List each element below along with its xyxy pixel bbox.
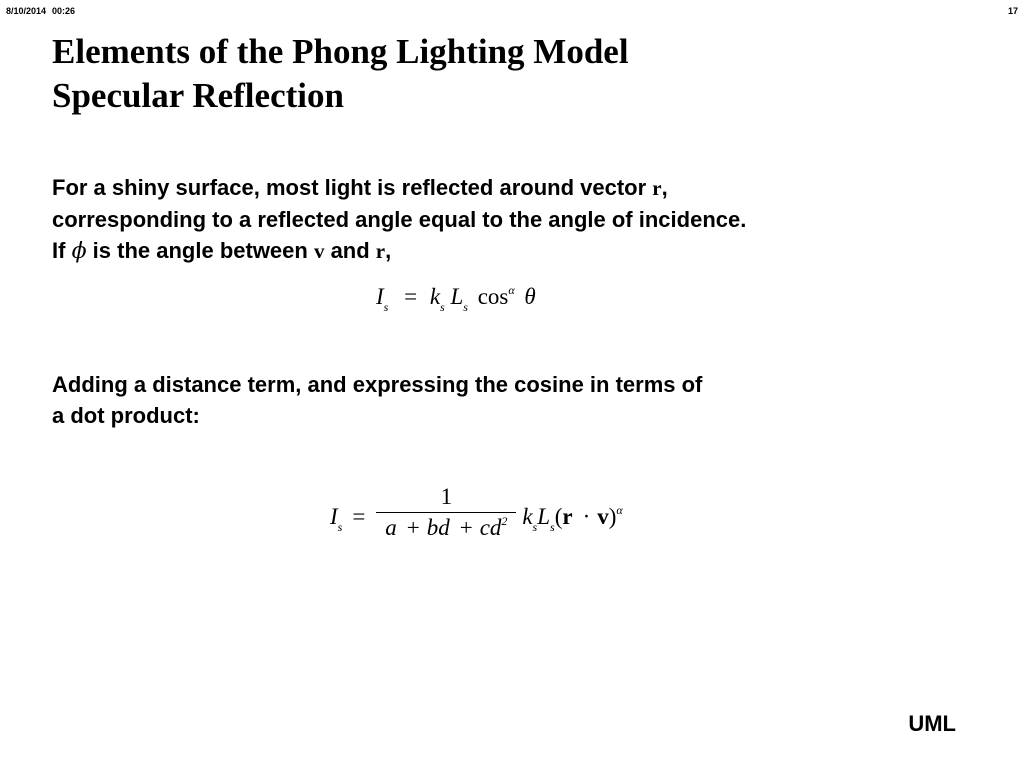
vector-r: r: [652, 176, 662, 200]
eq-close-paren: ): [608, 504, 617, 529]
eq-symbol-k: k: [429, 284, 441, 309]
eq-equals: =: [352, 504, 366, 529]
eq-dot: ·: [582, 504, 591, 529]
page-number: 17: [1007, 6, 1018, 16]
eq-vector-v: v: [597, 504, 609, 529]
footer-label: UML: [908, 711, 956, 736]
eq-subscript: s: [463, 300, 468, 314]
eq-rhs: [522, 503, 623, 534]
eq-numerator: 1: [440, 484, 453, 509]
eq-symbol-k: k: [522, 504, 533, 529]
vector-r: r: [375, 239, 386, 263]
text-run: is the angle between: [86, 238, 314, 263]
header-time: 00:26: [52, 6, 76, 16]
text-run: ,: [661, 175, 668, 200]
eq-exponent-2: 2: [501, 514, 508, 528]
eq-plus: +: [459, 515, 473, 540]
eq-fraction: [376, 484, 516, 544]
eq-subscript: s: [383, 300, 389, 314]
eq-symbol-I: I: [330, 504, 338, 529]
phi-symbol: ϕ: [71, 239, 87, 264]
equation-specular-attenuated: [330, 484, 623, 544]
eq-cos: cos: [477, 284, 509, 309]
eq-symbol-I: I: [376, 284, 384, 309]
paragraph-line: Adding a distance term, and expressing the cosine in terms of: [52, 372, 703, 397]
eq-theta: θ: [524, 284, 536, 309]
eq-symbol-L: L: [537, 504, 551, 529]
text-run: and: [324, 238, 376, 263]
eq-subscript: s: [440, 300, 445, 314]
eq-subscript: s: [337, 520, 343, 534]
eq-subscript: s: [550, 520, 555, 534]
header-date: 8/10/2014: [6, 6, 47, 16]
eq-denominator: [381, 513, 511, 544]
equation-specular: [376, 282, 536, 315]
slide-title-line2: Specular Reflection: [52, 76, 344, 115]
paragraph-distance-term: [52, 369, 702, 431]
vector-v: v: [313, 239, 325, 263]
eq-plus: +: [406, 515, 420, 540]
eq-symbol-cd: cd: [479, 515, 502, 540]
paragraph-line: corresponding to a reflected angle equal to the angle of incidence.: [52, 207, 747, 232]
slide-title: [52, 30, 629, 118]
eq-lhs: [330, 504, 372, 534]
paragraph-line: a dot product:: [52, 403, 200, 428]
paragraph-line: [52, 172, 746, 204]
text-run: If: [52, 238, 72, 263]
eq-vector-r: r: [562, 504, 573, 529]
slide-title-line1: Elements of the Phong Lighting Model: [52, 32, 629, 71]
eq-equals: =: [404, 284, 418, 309]
paragraph-specular-intro: [52, 172, 746, 267]
text-run: For a shiny surface, most light is reflected around vector: [52, 175, 653, 200]
eq-symbol-a: a: [385, 515, 397, 540]
eq-subscript: s: [532, 520, 538, 534]
eq-open-paren: (: [554, 504, 563, 529]
eq-symbol-bd: bd: [426, 515, 450, 540]
eq-exponent-alpha: α: [508, 283, 515, 297]
eq-symbol-L: L: [450, 284, 464, 309]
eq-exponent-alpha: α: [616, 503, 623, 517]
paragraph-line: [52, 235, 746, 267]
text-run: ,: [385, 238, 392, 263]
